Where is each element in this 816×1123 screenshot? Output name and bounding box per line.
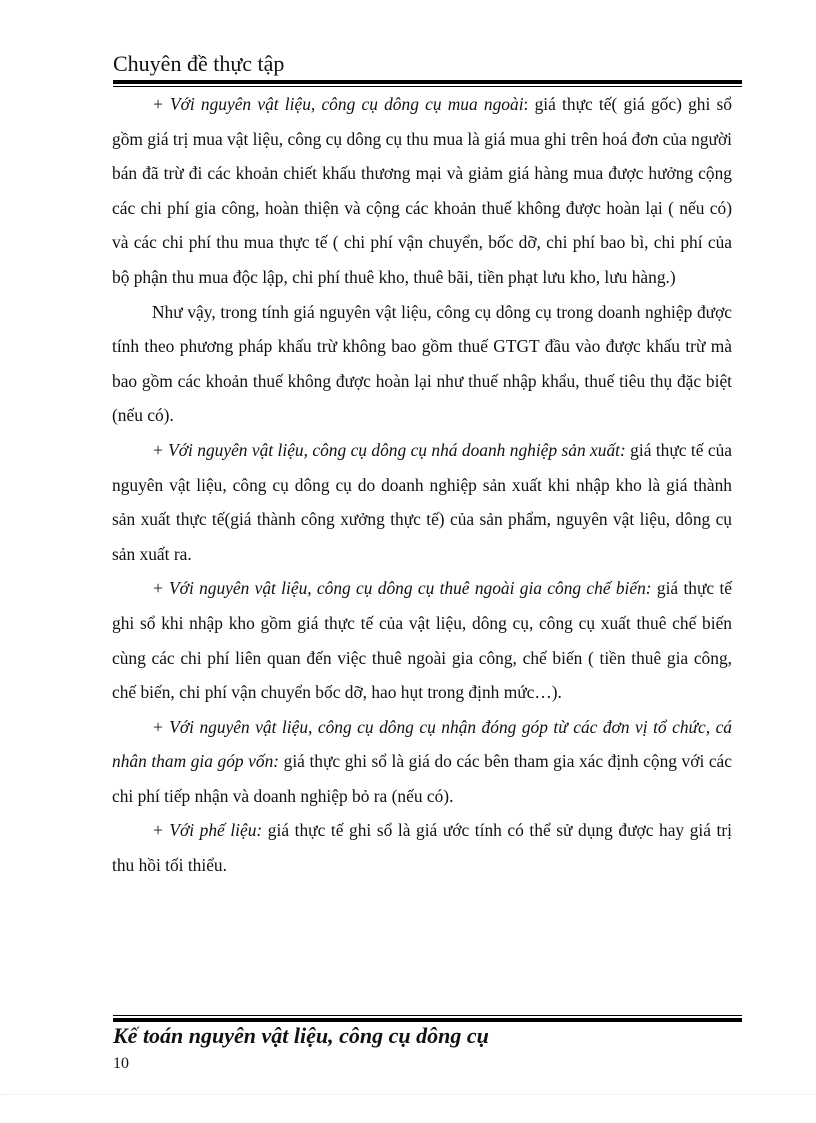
- paragraph-lead: + Với nguyên vật liệu, công cụ dông cụ nhận đóng góp từ các đơn vị tổ chức, cá nhân tham gia góp vốn:: [112, 716, 732, 772]
- paragraph-1: [112, 87, 732, 295]
- footer-rule-thin: [113, 1015, 742, 1016]
- paragraph-2: [112, 295, 732, 433]
- paragraph-lead: + Với nguyên vật liệu, công cụ dông cụ nhá doanh nghiệp sản xuất:: [152, 439, 626, 460]
- footer-title: Kế toán nguyên vật liệu, công cụ dông cụ: [113, 1023, 489, 1048]
- paragraph-text: giá thực tế của nguyên vật liệu, công cụ dông cụ do doanh nghiệp sản xuất khi nhập kho là giá thành sản xuất thực tế(giá thành công xưởng thực tế) của sản phẩm, nguyên vật liệu, dông cụ sản xuất ra.: [112, 439, 732, 564]
- paragraph-text: Như vậy, trong tính giá nguyên vật liệu, công cụ dông cụ trong doanh nghiệp được tính theo phương pháp khấu trừ không bao gồm thuế GTGT đầu vào được khấu trừ mà bao gồm các khoản thuế không được hoàn lại như thuế nhập khẩu, thuế tiêu thụ đặc biệt (nếu có).: [112, 301, 732, 426]
- page-number: 10: [113, 1055, 129, 1072]
- header-rule-thick: [113, 80, 742, 84]
- paragraph-lead: + Với phế liệu:: [152, 820, 263, 841]
- paragraph-5: [112, 710, 732, 814]
- body-text: [112, 87, 732, 883]
- paragraph-text: : giá thực tế( giá gốc) ghi sổ gồm giá trị mua vật liệu, công cụ dông cụ thu mua là giá mua ghi trên hoá đơn của người bán đã trừ đi các khoản chiết khấu thương mại và giảm giá hàng mua được hưởng cộng các chi phí gia công, hoàn thiện và cộng các khoản thuế không được hoàn lại ( nếu có) và các chi phí thu mua thực tế ( chi phí vận chuyển, bốc dỡ, chi phí bao bì, chi phí của bộ phận thu mua độc lập, chi phí thuê kho, thuê bãi, tiền phạt lưu kho, lưu hàng.): [112, 94, 732, 287]
- paragraph-6: [112, 813, 732, 882]
- header-title: Chuyên đề thực tập: [113, 51, 285, 76]
- paragraph-lead: + Với nguyên vật liệu, công cụ dông cụ mua ngoài: [152, 94, 524, 114]
- paragraph-text: giá thực ghi sổ là giá do các bên tham gia xác định cộng với các chi phí tiếp nhận và doanh nghiệp bỏ ra (nếu có).: [112, 751, 732, 806]
- paragraph-lead: + Với nguyên vật liệu, công cụ dông cụ thuê ngoài gia công chế biến:: [152, 578, 652, 599]
- page-bottom-border: [0, 1094, 816, 1095]
- paragraph-text: giá thực tế ghi sổ khi nhập kho gồm giá thực tế của vật liệu, dông cụ, công cụ xuất thuê chế biến cùng các chi phí liên quan đến việc thuê ngoài gia công, chế biến ( tiền thuê gia công, chế biến, chi phí vận chuyển bốc dỡ, hao hụt trong định mức…).: [112, 578, 732, 703]
- paragraph-text: giá thực tế ghi sổ là giá ước tính có thể sử dụng được hay giá trị thu hồi tối thiểu.: [112, 820, 733, 876]
- paragraph-4: [112, 571, 732, 709]
- paragraph-3: [112, 433, 732, 571]
